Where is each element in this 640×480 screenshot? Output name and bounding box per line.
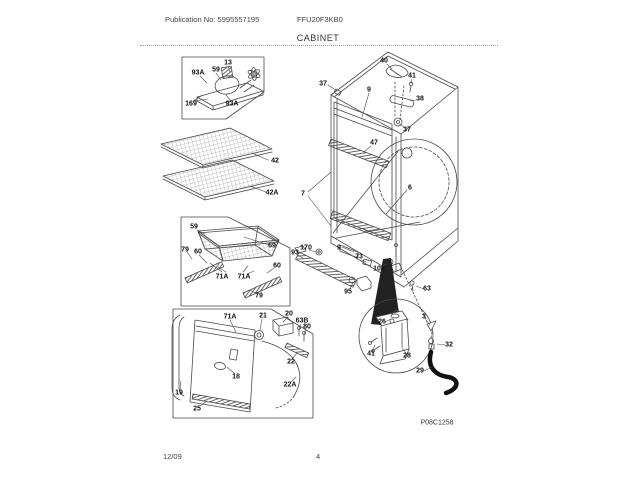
part-label-95: 95 <box>344 288 352 296</box>
inset-box-door-panel <box>173 309 313 418</box>
part-label-28: 28 <box>403 352 411 360</box>
part-label-38: 38 <box>416 95 424 103</box>
part-label-60: 60 <box>194 248 202 256</box>
part-label-170: 170 <box>300 244 312 252</box>
part-label-79: 79 <box>181 246 189 254</box>
wire-shelf-42 <box>161 128 272 168</box>
evaporator-panel <box>328 102 392 258</box>
part-label-19: 19 <box>175 389 183 397</box>
part-label-37: 37 <box>403 126 411 134</box>
grommet-170 <box>316 249 322 255</box>
part-label-93: 93 <box>291 249 299 257</box>
footer-page-number: 4 <box>316 452 321 461</box>
part-label-26: 26 <box>378 318 386 326</box>
part-label-42: 42 <box>271 157 279 165</box>
part-label-41: 41 <box>367 350 375 358</box>
part-label-71a: 71A <box>237 273 251 281</box>
part-label-106: 106 <box>373 265 385 273</box>
condensing-unit-art <box>197 66 263 110</box>
part-label-69: 69 <box>268 242 276 250</box>
part-label-42a: 42A <box>265 189 279 197</box>
part-label-6: 6 <box>408 184 412 192</box>
part-label-37: 37 <box>319 80 327 88</box>
part-label-18: 18 <box>232 373 240 381</box>
inset-box-condensing-unit <box>182 57 264 119</box>
model-number: FFU20F3KB0 <box>297 15 343 24</box>
part-label-7: 7 <box>301 190 305 198</box>
wire-shelf-42a <box>163 160 274 200</box>
part-label-63b: 63B <box>295 317 309 325</box>
publication-number: Publication No: 5995557195 <box>165 15 260 24</box>
door-gasket <box>172 315 184 400</box>
part-label-22: 22 <box>287 358 295 366</box>
part-label-9: 9 <box>337 244 341 252</box>
diagram-code: P08C1258 <box>420 419 454 427</box>
part-label-47: 47 <box>370 139 378 147</box>
part-label-32: 32 <box>445 341 453 349</box>
part-label-25: 25 <box>193 405 201 413</box>
part-label-3: 3 <box>422 313 426 321</box>
part-label-63: 63 <box>423 285 431 293</box>
part-label-41: 41 <box>408 72 416 80</box>
cabinet-shell <box>331 52 458 287</box>
part-label-71a: 71A <box>215 273 229 281</box>
part-label-60: 60 <box>273 262 281 270</box>
hinge-detail-circle <box>359 258 433 373</box>
part-label-9: 9 <box>367 86 371 94</box>
part-label-71a: 71A <box>223 313 237 321</box>
part-label-21: 21 <box>259 312 267 320</box>
part-label-80: 80 <box>303 323 311 331</box>
part-label-73: 73 <box>355 253 363 261</box>
part-label-13: 13 <box>224 59 232 67</box>
part-label-20: 20 <box>285 310 293 318</box>
page-title: CABINET <box>296 33 340 43</box>
footer-date: 12/09 <box>163 452 182 461</box>
drain-tube-29 <box>430 352 457 393</box>
part-label-40: 40 <box>380 57 388 65</box>
part-label-22a: 22A <box>283 381 297 389</box>
part-label-59: 59 <box>190 223 198 231</box>
part-label-93a: 93A <box>191 69 205 77</box>
part-label-93a: 93A <box>225 100 239 108</box>
part-label-59: 59 <box>212 66 220 74</box>
part-label-79: 79 <box>255 292 263 300</box>
part-label-29: 29 <box>416 367 424 375</box>
part-label-169: 169 <box>185 100 197 108</box>
